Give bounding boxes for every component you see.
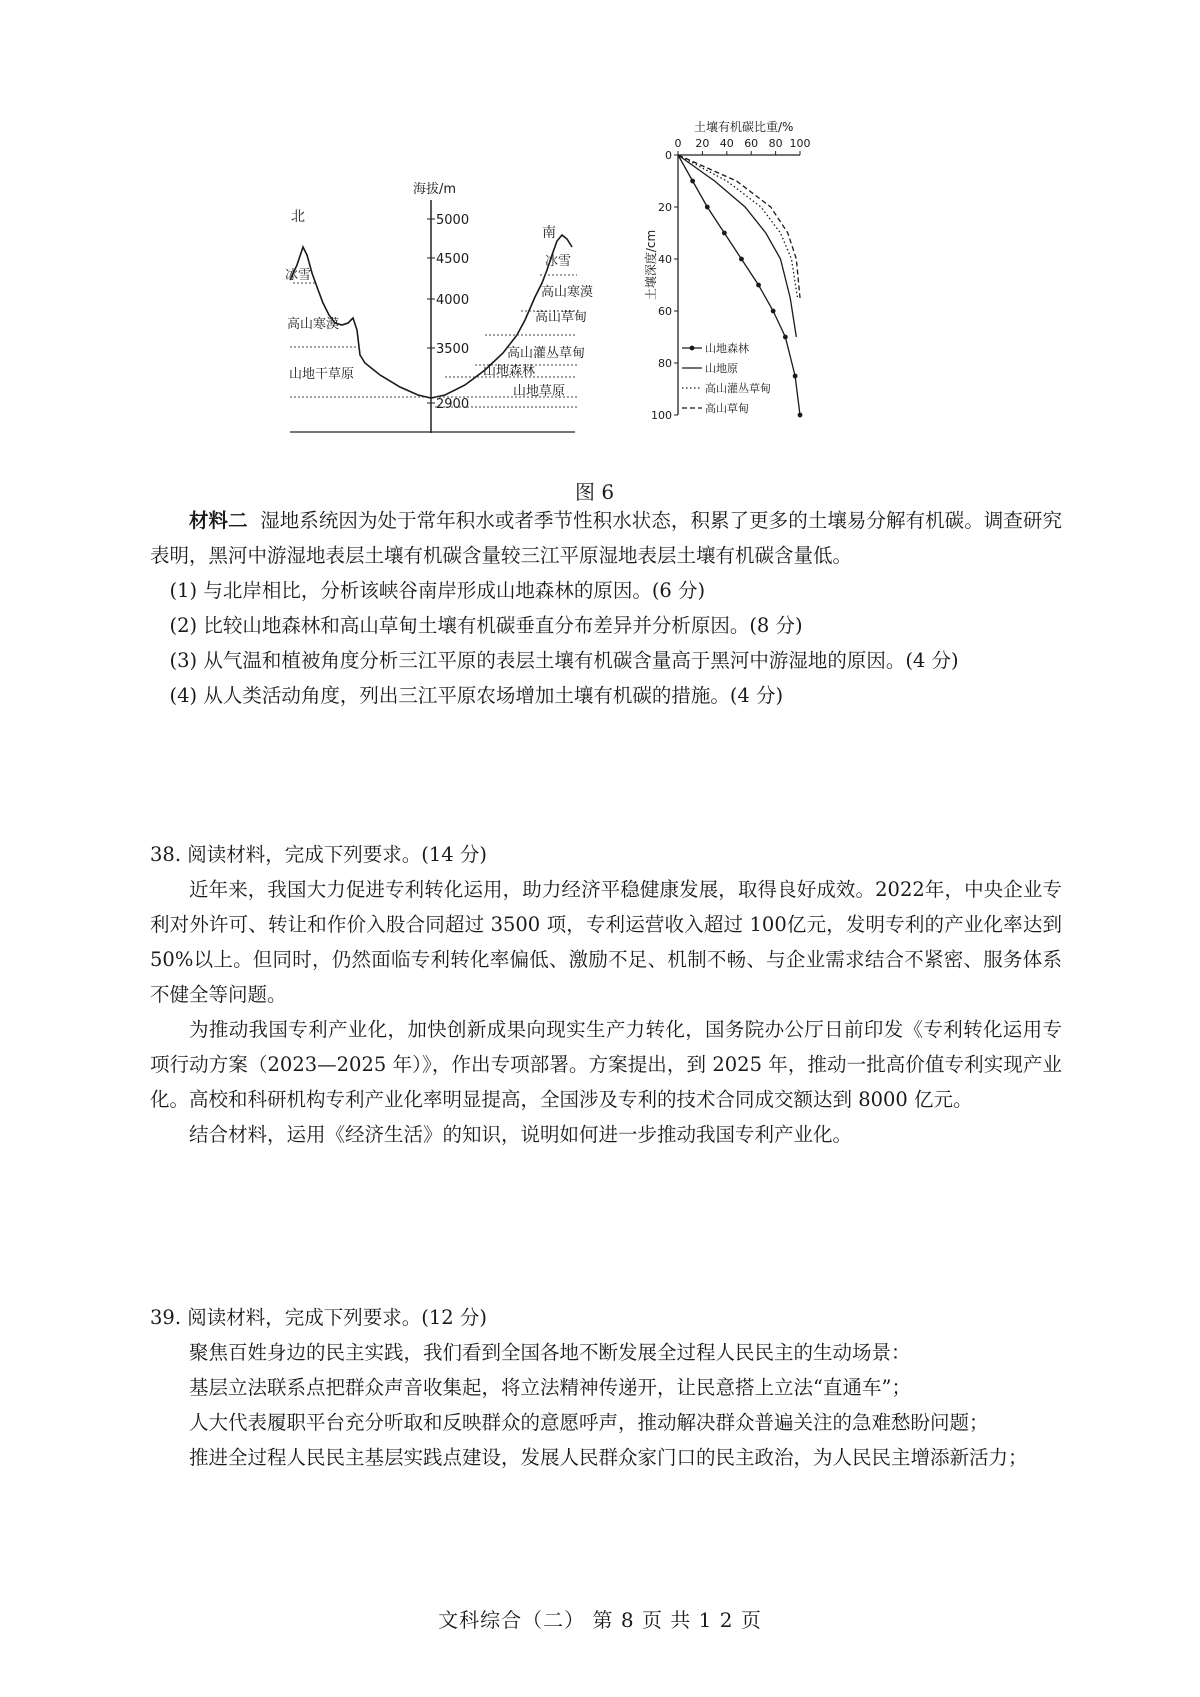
profile-tick: 5000 (436, 213, 470, 228)
series-point (756, 283, 761, 288)
series-line (678, 155, 800, 415)
question-38 (150, 837, 1062, 1152)
question-item: (1) 与北岸相比，分析该峡谷南岸形成山地森林的原因。(6 分) (169, 579, 706, 602)
y-axis-title: 土壤深度/cm (644, 229, 658, 301)
series-point (771, 309, 776, 314)
question-item: (3) 从气温和植被角度分析三江平原的表层土壤有机碳含量高于黑河中游湿地的原因。(4 分) (169, 649, 959, 672)
x-tick-label: 60 (744, 137, 759, 150)
x-tick-label: 80 (768, 137, 783, 150)
chart-series (678, 155, 802, 417)
north-zone-dry-steppe: 山地干草原 (289, 367, 355, 382)
material-text: 湿地系统因为处于常年积水或者季节性积水状态，积累了更多的土壤易分解有机碳。调查研究表明，黑河中游湿地表层土壤有机碳含量较三江平原湿地表层土壤有机碳含量低。 (150, 509, 1062, 567)
profile-tick: 2900 (436, 397, 470, 412)
paragraph: 推进全过程人民民主基层实践点建设，发展人民群众家门口的民主政治，为人民民主增添新活力； (189, 1446, 1028, 1469)
series-point (722, 231, 727, 236)
series-point (793, 374, 798, 379)
material-two-section (150, 503, 1062, 713)
y-tick-label: 60 (658, 305, 672, 318)
south-zone-forest: 山地森林 (483, 364, 536, 379)
x-tick-label: 40 (719, 137, 734, 150)
y-tick-label: 100 (651, 409, 672, 422)
legend-label: 山地森林 (705, 342, 749, 355)
profile-axis-label: 海拔/m (413, 182, 457, 197)
south-label: 南 (542, 225, 556, 241)
series-line (678, 155, 798, 298)
soil-carbon-chart (630, 115, 820, 435)
south-zone-meadow: 高山草甸 (535, 310, 588, 325)
material-label: 材料二 (189, 509, 248, 532)
page-footer: 文科综合（二） 第 8 页 共 1 2 页 (438, 1608, 762, 1632)
series-point (739, 257, 744, 262)
paragraph: 为推动我国专利产业化，加快创新成果向现实生产力转化，国务院办公厅日前印发《专利转化运用专项行动方案（2023—2025 年）》，作出专项部署。方案提出，到 2025 年，推动一批高价值专利实现产业化。高校和科研机构专利产业化率明显提高，全国涉及专利的技术合同成交额达到 8000 亿元。 (150, 1018, 1062, 1111)
x-tick-label: 100 (789, 137, 811, 150)
profile-tick: 3500 (436, 342, 470, 357)
series-point (705, 205, 710, 210)
north-zone-cold-desert: 高山寒漠 (287, 317, 340, 332)
x-tick-label: 20 (695, 137, 710, 150)
legend-label: 高山草甸 (705, 402, 749, 415)
series-point (798, 413, 803, 418)
series-line (678, 155, 800, 298)
y-tick-label: 0 (665, 149, 672, 162)
series-point (783, 335, 788, 340)
question-item: (2) 比较山地森林和高山草甸土壤有机碳垂直分布差异并分析原因。(8 分) (169, 614, 803, 637)
south-zone-shrub-meadow: 高山灌丛草甸 (507, 346, 586, 361)
y-tick-label: 20 (658, 201, 672, 214)
x-tick-label: 0 (674, 137, 682, 150)
south-zone-steppe: 山地草原 (513, 384, 566, 399)
south-zone-cold-desert: 高山寒漠 (541, 285, 594, 300)
paragraph: 聚焦百姓身边的民主实践，我们看到全国各地不断发展全过程人民民主的生动场景： (189, 1341, 911, 1364)
question-title: 39. 阅读材料，完成下列要求。(12 分) (150, 1306, 487, 1329)
legend-swatch-dot (690, 346, 695, 351)
y-tick-label: 40 (658, 253, 672, 266)
legend-label: 山地原 (705, 362, 738, 375)
paragraph: 结合材料，运用《经济生活》的知识，说明如何进一步推动我国专利产业化。 (189, 1123, 853, 1146)
question-title: 38. 阅读材料，完成下列要求。(14 分) (150, 843, 487, 866)
profile-ticks (427, 213, 469, 412)
paragraph: 人大代表履职平台充分听取和反映群众的意愿呼声，推动解决群众普遍关注的急难愁盼问题； (189, 1411, 989, 1434)
profile-tick: 4500 (436, 252, 470, 267)
north-zone-ice: 冰雪 (285, 268, 312, 283)
question-item: (4) 从人类活动角度，列出三江平原农场增加土壤有机碳的措施。(4 分) (169, 684, 784, 707)
legend-label: 高山灌丛草甸 (705, 382, 771, 395)
x-axis-title: 土壤有机碳比重/% (694, 120, 794, 134)
series-point (690, 179, 695, 184)
paragraph: 基层立法联系点把群众声音收集起，将立法精神传递开，让民意搭上立法“直通车”； (189, 1376, 911, 1399)
question-39 (150, 1300, 1062, 1475)
chart-axes (651, 137, 811, 422)
paragraph: 近年来，我国大力促进专利转化运用，助力经济平稳健康发展，取得良好成效。2022年，中央企业专利对外许可、转让和作价入股合同超过 3500 项，专利运营收入超过 100亿元，发明专利的产业化率达到 50%以上。但同时，仍然面临专利转化率偏低、激励不足、机制不畅、与企业需求结合不紧密、服务体系不健全等问题。 (150, 878, 1062, 1006)
north-label: 北 (291, 209, 305, 225)
chart-legend (682, 341, 771, 415)
y-tick-label: 80 (658, 357, 672, 370)
valley-profile-diagram (285, 175, 594, 437)
south-zone-ice: 冰雪 (545, 254, 572, 269)
profile-tick: 4000 (436, 293, 470, 308)
series-line (678, 155, 796, 337)
figure-caption: 图 6 (575, 480, 615, 504)
